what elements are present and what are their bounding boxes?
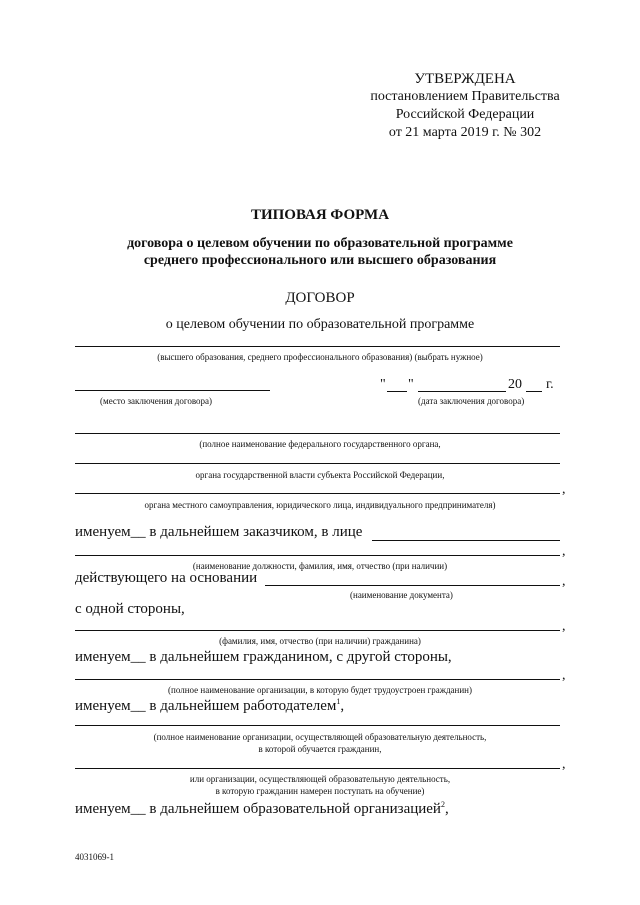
date-caption: (дата заключения договора) — [418, 396, 525, 406]
date-year-prefix: 20 — [508, 377, 522, 392]
edu-org-field-1 — [75, 725, 560, 726]
employer-line-text: именуем__ в дальнейшем работодателем — [75, 698, 337, 714]
edu-org-caption-2: в которой обучается гражданин, — [258, 744, 382, 754]
form-subtitle-1: договора о целевом обучении по образовательной программе — [127, 236, 513, 251]
document-caption: (наименование документа) — [350, 590, 453, 600]
place-field — [75, 390, 270, 391]
document-field — [265, 585, 560, 586]
edu-org-caption-1: (полное наименование организации, осуществляющей образовательную деятельность, — [153, 732, 487, 742]
citizen-line-text: именуем__ в дальнейшем гражданином, с другой стороны, — [75, 649, 452, 665]
education-level-field — [75, 346, 560, 347]
acting-line-text: действующего на основании — [75, 570, 258, 586]
form-subtitle-2: среднего профессионального или высшего образования — [143, 253, 497, 268]
contract-title: ДОГОВОР — [285, 290, 355, 306]
approval-line-2: Российской Федерации — [395, 107, 535, 122]
form-title: ТИПОВАЯ ФОРМА — [250, 207, 390, 223]
employer-caption: (полное наименование организации, в которую будет трудоустроен гражданин) — [168, 685, 472, 695]
citizen-field — [75, 630, 560, 631]
date-quote-close: " — [408, 377, 414, 392]
date-quote-open: " — [380, 377, 386, 392]
edu-org-field-2 — [75, 768, 560, 769]
approval-title: УТВЕРЖДЕНА — [414, 71, 516, 87]
customer-name-field-1 — [75, 433, 560, 434]
contract-subtitle: о целевом обучении по образовательной программе — [165, 317, 475, 332]
approval-block — [340, 70, 590, 142]
one-side-text: с одной стороны, — [75, 601, 185, 617]
approval-line-3: от 21 марта 2019 г. № 302 — [388, 125, 542, 140]
edu-org-line — [75, 800, 449, 818]
customer-name-field-2 — [75, 463, 560, 464]
education-level-caption: (высшего образования, среднего профессионального образования) (выбрать нужное) — [157, 352, 483, 362]
edu-org-line-end: , — [444, 801, 449, 817]
position-field — [75, 555, 560, 556]
place-caption: (место заключения договора) — [100, 396, 213, 406]
document-code: 4031069-1 — [75, 852, 114, 862]
customer-line-text: именуем__ в дальнейшем заказчиком, в лице — [75, 524, 363, 540]
representative-field — [372, 540, 560, 541]
date-year-suffix: г. — [546, 377, 554, 392]
date-month-field — [418, 391, 506, 392]
date-day-field — [387, 391, 407, 392]
employer-line-end: , — [340, 698, 345, 714]
edu-org-footnote-mark: 2 — [440, 800, 445, 809]
customer-name-field-3 — [75, 493, 560, 494]
customer-name-caption-3: органа местного самоуправления, юридического лица, индивидуального предпринимателя) — [144, 500, 496, 510]
employer-field — [75, 679, 560, 680]
position-caption: (наименование должности, фамилия, имя, отчество (при наличии) — [192, 561, 448, 571]
customer-name-caption-2: органа государственной власти субъекта Российской Федерации, — [195, 470, 445, 480]
customer-name-caption-1: (полное наименование федерального государственного органа, — [199, 439, 441, 449]
citizen-caption: (фамилия, имя, отчество (при наличии) гражданина) — [219, 636, 421, 646]
approval-line-1: постановлением Правительства — [370, 89, 560, 104]
employer-footnote-mark: 1 — [336, 697, 341, 706]
edu-org-caption-3: или организации, осуществляющей образовательную деятельность, — [189, 774, 451, 784]
date-year-field — [526, 391, 542, 392]
employer-line — [75, 697, 344, 715]
edu-org-line-text: именуем__ в дальнейшем образовательной организацией — [75, 801, 441, 817]
document-page: УТВЕРЖДЕНА постановлением Правительства Российской Федерации от 21 марта 2019 г. № 302 ТИПОВАЯ ФОРМА договора о целевом обучении по образовательной программе среднего профессионального или высшего образования ДОГОВОР о целевом обучении по образовательной программе (высшего образования, среднего профессионального образования) (выбрать нужное) (место заключения договора) " " 20 г. (дата заключения договора) (полное наименование федерального государственного органа, органа государственной власти субъекта Российской Федерации, , органа местного самоуправления, юридического лица, индивидуального предпринимателя) именуем__ в дальнейшем заказчиком, в лице , (наименование должности, фамилия, имя, отчество (при наличии) действующего на основании , (наименование документа) с одной стороны, , (фамилия, имя, отчество (при наличии) гражданина) именуем__ в дальнейшем гражданином, с другой стороны, , (полное наименование организации, в которую будет трудоустроен гражданин) именуем__ в дальнейшем работодателем$^1$, (полное наименование организации, осуществляющей образовательную деятельность, в которой обучается гражданин, , или организации, осуществляющей образовательную деятельность, в которую гражданин намерен поступать на обучение) именуем__ в дальнейшем образовательной организацией$^2$, 4031069-1 — [0, 0, 640, 905]
edu-org-caption-4: в которую гражданин намерен поступать на обучение) — [215, 786, 425, 796]
